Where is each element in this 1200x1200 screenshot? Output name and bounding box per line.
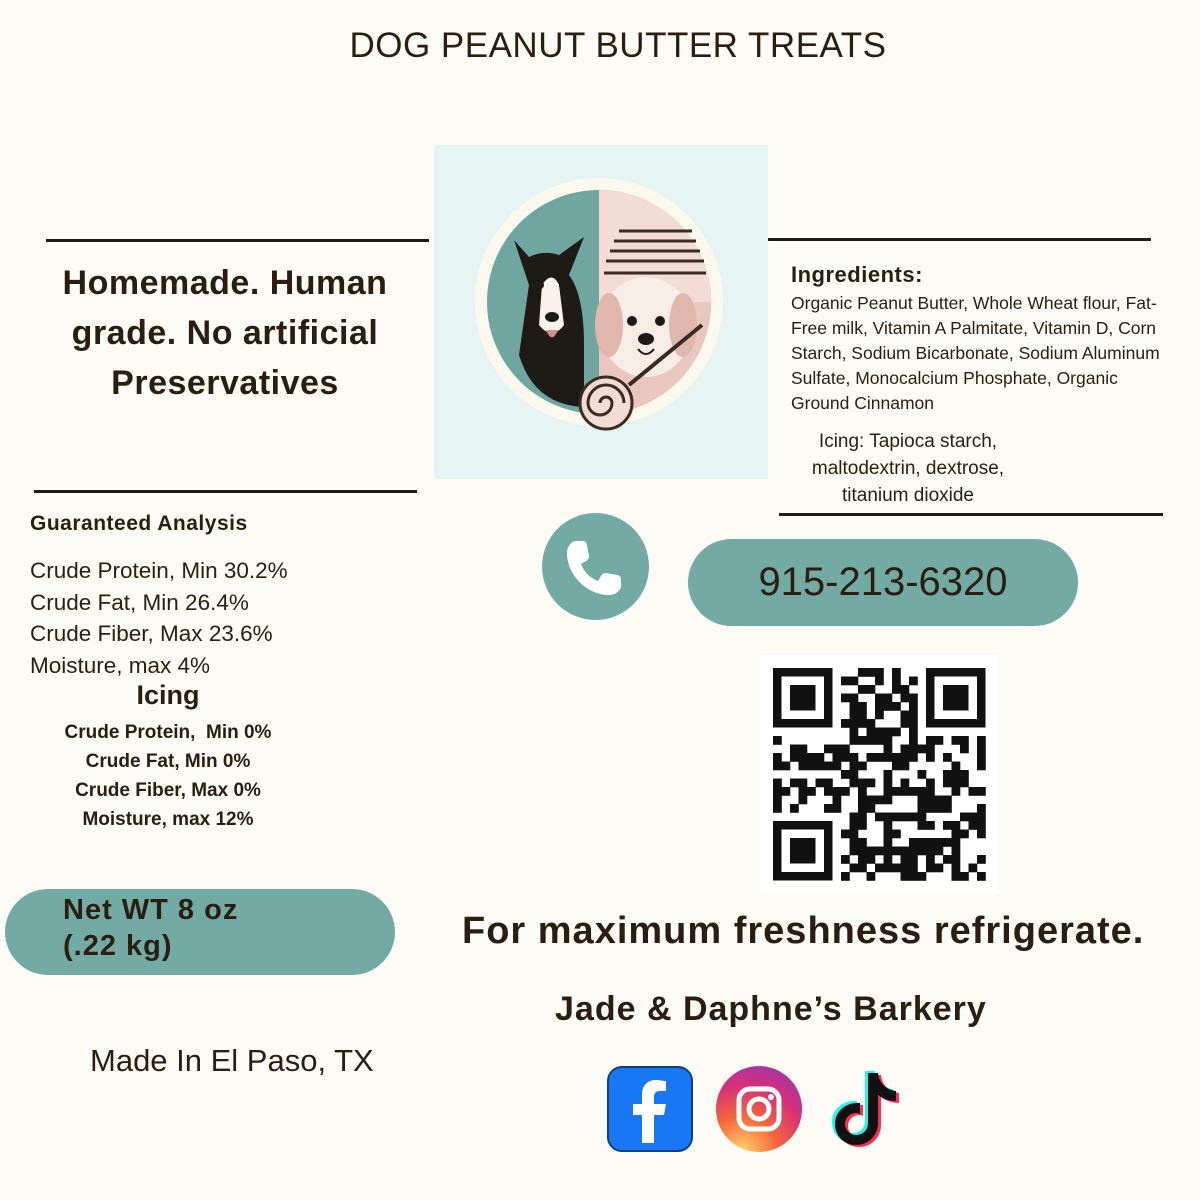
- analysis-item: Crude Fat, Min 26.4%: [30, 589, 249, 615]
- brand-name: Jade & Daphne’s Barkery: [555, 990, 987, 1028]
- divider-left-top: [46, 239, 429, 242]
- page-title: DOG PEANUT BUTTER TREATS: [349, 26, 887, 65]
- phone-number: 915-213-6320: [758, 560, 1008, 604]
- ingredients-heading: Ingredients:: [791, 262, 923, 287]
- icing-analysis-item: Crude Protein, Min 0%: [64, 722, 272, 743]
- divider-right-top: [768, 238, 1151, 241]
- divider-left-bottom: [34, 490, 417, 493]
- phone-number-button[interactable]: [688, 539, 1078, 626]
- icing-analysis-item: Crude Fiber, Max 0%: [75, 780, 261, 801]
- dogs-logo-illustration: [434, 145, 768, 479]
- icing-analysis-item: Crude Fat, Min 0%: [85, 751, 251, 772]
- net-weight-kg: (.22 kg): [63, 930, 173, 962]
- instagram-icon[interactable]: [715, 1065, 803, 1153]
- made-in: Made In El Paso, TX: [90, 1043, 374, 1078]
- ingredients-list: Organic Peanut Butter, Whole Wheat flour, Fat-Free milk, Vitamin A Palmitate, Vitamin D, Corn Starch, Sodium Bicarbonate, Sodium Aluminum Sulfate, Monocalcium Phosphate, Organic Ground Cinnamon: [791, 293, 1160, 413]
- phone-icon[interactable]: [542, 513, 649, 620]
- guaranteed-analysis-list: [30, 555, 288, 681]
- net-weight-badge: [5, 889, 395, 975]
- icing-analysis-item: Moisture, max 12%: [82, 809, 254, 830]
- analysis-item: Crude Fiber, Max 23.6%: [30, 621, 273, 646]
- icing-analysis-list: [30, 718, 306, 834]
- icing-analysis-heading: Icing: [136, 680, 200, 710]
- logo: [434, 145, 768, 479]
- icing-ingredients: Icing: Tapioca starch, maltodextrin, dextrose, titanium dioxide: [811, 431, 1005, 506]
- guaranteed-analysis-heading: Guaranteed Analysis: [30, 512, 248, 535]
- qr-code[interactable]: [760, 655, 998, 893]
- divider-right-bottom: [779, 513, 1163, 516]
- tagline: Homemade. Human grade. No artificial Preservatives: [62, 264, 388, 402]
- tiktok-icon[interactable]: [820, 1065, 908, 1153]
- net-weight-oz: Net WT 8 oz: [63, 894, 239, 926]
- analysis-item: Moisture, max 4%: [30, 652, 211, 678]
- analysis-item: Crude Protein, Min 30.2%: [30, 558, 288, 583]
- storage-note: For maximum freshness refrigerate.: [462, 910, 1145, 952]
- facebook-icon[interactable]: [606, 1065, 694, 1153]
